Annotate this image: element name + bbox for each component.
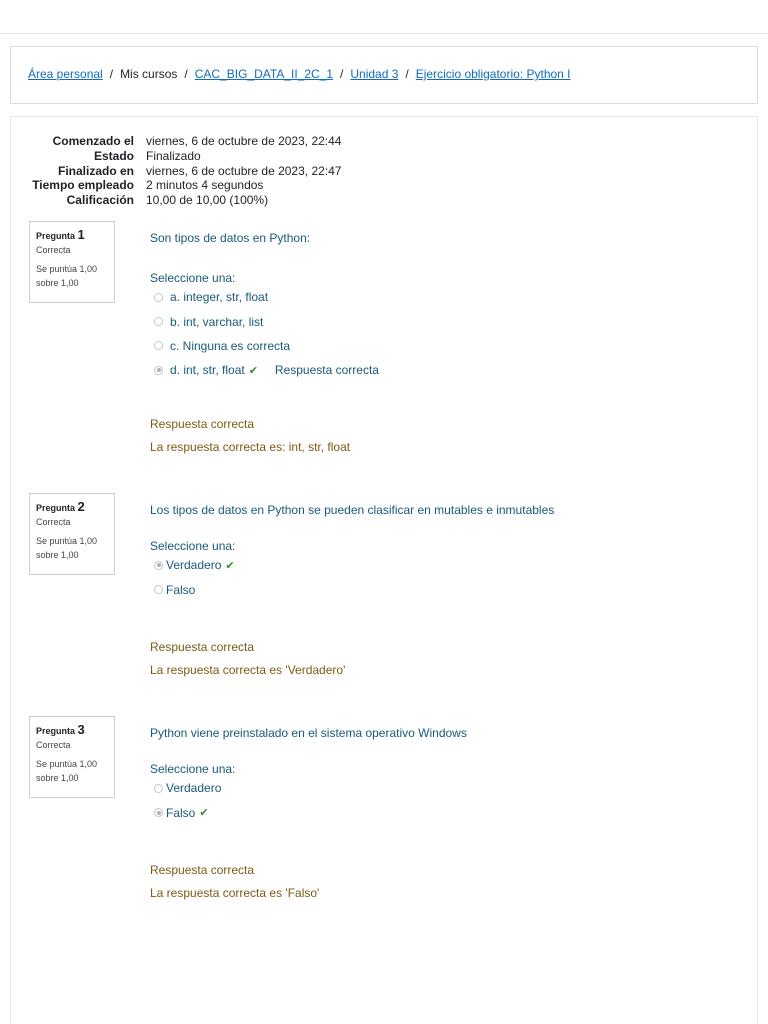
- answer-option[interactable]: [150, 577, 740, 601]
- breadcrumb-area-personal[interactable]: Área personal: [28, 67, 103, 81]
- question-number: Pregunta 2: [36, 499, 85, 514]
- answer-option-label: a. integer, str, float: [170, 290, 269, 305]
- check-icon: ✔: [248, 364, 258, 377]
- radio-icon[interactable]: [154, 366, 163, 375]
- check-icon: ✔: [225, 559, 235, 572]
- answer-option-label: b. int, varchar, list: [170, 314, 264, 329]
- summary-value: viernes, 6 de octubre de 2023, 22:44: [146, 134, 342, 148]
- answer-option-label: d. int, str, float: [170, 363, 245, 378]
- answer-option[interactable]: [150, 776, 740, 800]
- summary-row-state: [29, 149, 341, 164]
- summary-value: Finalizado: [146, 148, 201, 163]
- question-grade: Se puntúa 1,00 sobre 1,00: [36, 264, 98, 288]
- question-number: Pregunta 1: [36, 227, 85, 242]
- breadcrumb-separator: /: [109, 67, 114, 81]
- radio-icon[interactable]: [154, 317, 163, 326]
- feedback-1: [150, 413, 350, 459]
- question-text: Python viene preinstalado en el sistema operativo Windows: [150, 726, 467, 740]
- breadcrumb-mis-cursos: Mis cursos: [120, 67, 178, 81]
- answer-option-label: Falso: [166, 805, 196, 820]
- feedback-title: Respuesta correcta: [150, 863, 255, 877]
- feedback-title: Respuesta correcta: [150, 417, 255, 431]
- breadcrumb-unit[interactable]: Unidad 3: [350, 67, 399, 81]
- feedback-answer: La respuesta correcta es 'Verdadero': [150, 663, 346, 677]
- breadcrumb-card: [10, 46, 758, 104]
- question-text: Son tipos de datos en Python:: [150, 231, 311, 245]
- summary-label: Tiempo empleado: [32, 178, 134, 193]
- summary-label: Comenzado el: [52, 134, 134, 148]
- radio-icon[interactable]: [154, 585, 163, 594]
- question-number: Pregunta 3: [36, 722, 85, 737]
- summary-row-finished: [29, 164, 341, 179]
- breadcrumb-separator: /: [184, 67, 188, 81]
- feedback-answer: La respuesta correcta es: int, str, float: [150, 440, 351, 454]
- question-prompt: Seleccione una:: [150, 539, 236, 553]
- summary-label: Finalizado en: [57, 163, 134, 178]
- summary-row-started: [29, 134, 341, 149]
- feedback-2: [150, 636, 345, 682]
- summary-value: viernes, 6 de octubre de 2023, 22:47: [146, 163, 342, 178]
- summary-row-grade: [29, 193, 341, 208]
- answer-option[interactable]: [150, 334, 740, 358]
- question-state: Correcta: [36, 740, 71, 750]
- radio-icon[interactable]: [154, 293, 163, 302]
- attempt-summary: [29, 134, 341, 208]
- summary-value: 10,00 de 10,00 (100%): [146, 193, 269, 208]
- correct-answer-note: Respuesta correcta: [274, 363, 379, 378]
- summary-row-time: [29, 178, 341, 193]
- answer-option-label: c. Ninguna es correcta: [170, 338, 291, 353]
- question-info-3: [29, 716, 115, 798]
- radio-icon[interactable]: [154, 784, 163, 793]
- question-state: Correcta: [36, 245, 71, 255]
- answer-option-label: Verdadero: [166, 558, 222, 573]
- answer-option-label: Verdadero: [166, 781, 222, 796]
- question-state: Correcta: [36, 517, 71, 527]
- breadcrumb: [28, 67, 571, 81]
- answer-option-selected[interactable]: [150, 553, 740, 577]
- answer-option[interactable]: [150, 285, 740, 309]
- top-navbar: [0, 0, 768, 34]
- answer-option[interactable]: [150, 309, 740, 333]
- question-text: Los tipos de datos en Python se pueden clasificar en mutables e inmutables: [150, 503, 555, 517]
- question-info-2: [29, 493, 115, 575]
- breadcrumb-quiz[interactable]: Ejercicio obligatorio: Python I: [415, 67, 571, 81]
- summary-label: Calificación: [66, 193, 134, 208]
- answer-option-selected[interactable]: [150, 358, 740, 382]
- radio-icon[interactable]: [154, 808, 163, 817]
- radio-icon[interactable]: [154, 341, 163, 350]
- summary-label: Estado: [93, 148, 134, 163]
- quiz-review-card: [10, 116, 758, 1024]
- question-prompt: Seleccione una:: [150, 762, 236, 776]
- feedback-3: [150, 859, 319, 905]
- breadcrumb-separator: /: [405, 67, 409, 81]
- breadcrumb-course[interactable]: CAC_BIG_DATA_II_2C_1: [194, 67, 334, 81]
- question-grade: Se puntúa 1,00 sobre 1,00: [36, 536, 98, 560]
- answer-option-label: Falso: [166, 582, 196, 597]
- check-icon: ✔: [199, 807, 209, 820]
- question-grade: Se puntúa 1,00 sobre 1,00: [36, 759, 98, 783]
- question-content-1: [150, 231, 740, 383]
- summary-value: 2 minutos 4 segundos: [146, 178, 264, 193]
- question-content-2: [150, 503, 740, 602]
- question-info-1: [29, 221, 115, 303]
- feedback-answer: La respuesta correcta es 'Falso': [150, 886, 320, 900]
- radio-icon[interactable]: [154, 561, 163, 570]
- answer-option-selected[interactable]: [150, 800, 740, 824]
- breadcrumb-separator: /: [340, 67, 344, 81]
- feedback-title: Respuesta correcta: [150, 640, 255, 654]
- question-content-3: [150, 726, 740, 825]
- question-prompt: Seleccione una:: [150, 271, 236, 285]
